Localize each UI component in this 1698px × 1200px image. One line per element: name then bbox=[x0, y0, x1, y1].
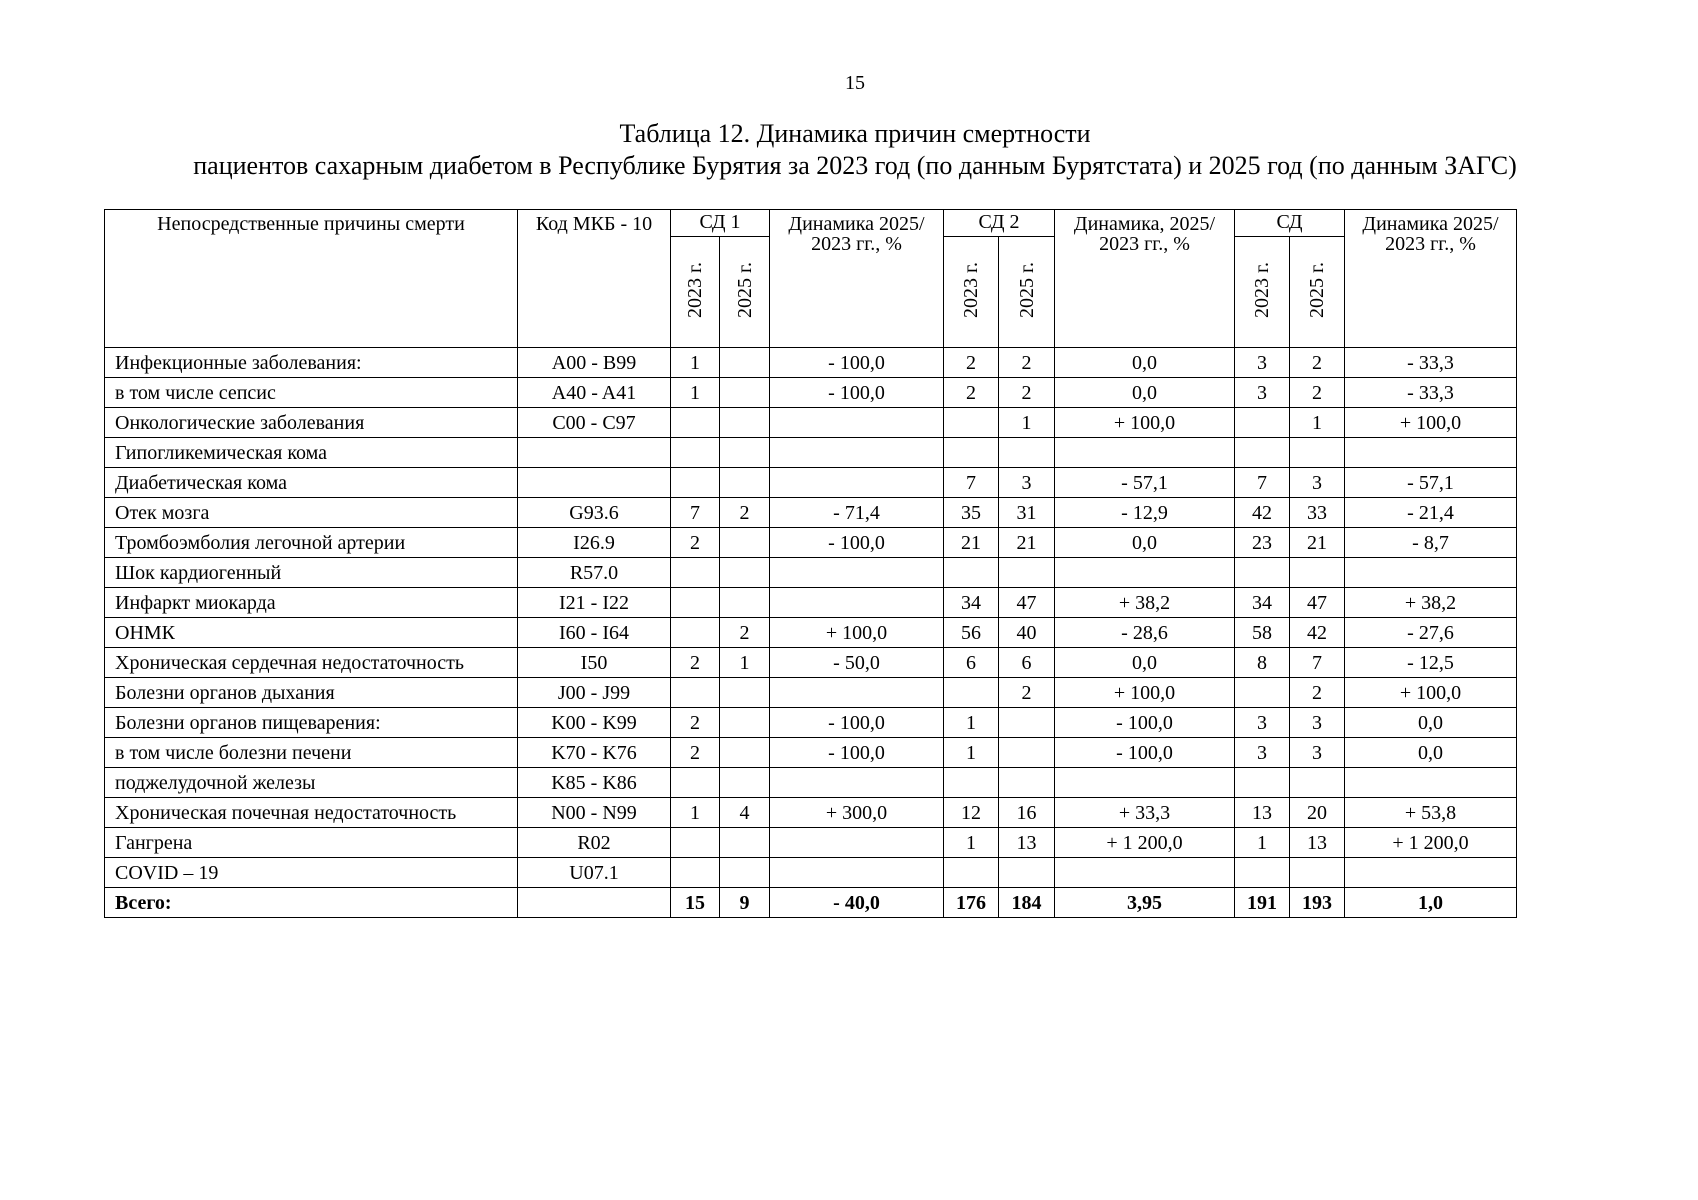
table-row bbox=[105, 738, 1517, 768]
table-row bbox=[105, 678, 1517, 708]
header-cause: Непосредственные причины смерти bbox=[105, 210, 518, 348]
cell-sd1-2025 bbox=[720, 588, 770, 618]
cell-dyn1: - 100,0 bbox=[770, 528, 944, 558]
table-row bbox=[105, 768, 1517, 798]
cell-cause: в том числе сепсис bbox=[105, 378, 518, 408]
cell-sd2-2023: 1 bbox=[944, 738, 999, 768]
cell-sd1-2025: 2 bbox=[720, 498, 770, 528]
cell-sd2-2023: 12 bbox=[944, 798, 999, 828]
cell-sd1-2025 bbox=[720, 348, 770, 378]
cell-sd-2025 bbox=[1290, 558, 1345, 588]
cell-sd1-2023 bbox=[671, 438, 720, 468]
cell-sd-2025 bbox=[1290, 858, 1345, 888]
cell-dyn3: - 12,5 bbox=[1345, 648, 1517, 678]
cell-sd-2023: 3 bbox=[1235, 348, 1290, 378]
cell-sd-2025: 3 bbox=[1290, 468, 1345, 498]
mortality-causes-table bbox=[104, 209, 1517, 918]
cell-dyn2: - 28,6 bbox=[1055, 618, 1235, 648]
header-year-label: 2025 г. bbox=[1306, 262, 1328, 318]
cell-cause: Инфекционные заболевания: bbox=[105, 348, 518, 378]
cell-dyn2: + 33,3 bbox=[1055, 798, 1235, 828]
cell-sd-2023: 8 bbox=[1235, 648, 1290, 678]
cell-sd2-2023: 35 bbox=[944, 498, 999, 528]
cell-sd2-2025: 16 bbox=[999, 798, 1055, 828]
cell-code: K70 - K76 bbox=[518, 738, 671, 768]
cell-dyn3: + 38,2 bbox=[1345, 588, 1517, 618]
cell-dyn1 bbox=[770, 438, 944, 468]
cell-sd-2025: 20 bbox=[1290, 798, 1345, 828]
cell-sd-2023 bbox=[1235, 678, 1290, 708]
cell-dyn2: + 1 200,0 bbox=[1055, 828, 1235, 858]
cell-sd1-2023: 2 bbox=[671, 648, 720, 678]
cell-sd-2023 bbox=[1235, 408, 1290, 438]
cell-dyn3: + 53,8 bbox=[1345, 798, 1517, 828]
cell-sd2-2023: 56 bbox=[944, 618, 999, 648]
cell-dyn2: + 100,0 bbox=[1055, 678, 1235, 708]
cell-sd2-2023 bbox=[944, 678, 999, 708]
page-number: 15 bbox=[845, 72, 865, 94]
cell-sd1-2025 bbox=[720, 438, 770, 468]
cell-sd-2025: 47 bbox=[1290, 588, 1345, 618]
cell-sd-2025: 3 bbox=[1290, 708, 1345, 738]
cell-code: U07.1 bbox=[518, 858, 671, 888]
cell-sd2-2025 bbox=[999, 768, 1055, 798]
cell-dyn2: 3,95 bbox=[1055, 888, 1235, 918]
cell-cause: Отек мозга bbox=[105, 498, 518, 528]
table-row bbox=[105, 858, 1517, 888]
cell-sd1-2023: 7 bbox=[671, 498, 720, 528]
cell-sd2-2025: 13 bbox=[999, 828, 1055, 858]
cell-dyn3: - 33,3 bbox=[1345, 348, 1517, 378]
table-row bbox=[105, 558, 1517, 588]
cell-code: I26.9 bbox=[518, 528, 671, 558]
cell-sd-2023: 58 bbox=[1235, 618, 1290, 648]
cell-cause: Диабетическая кома bbox=[105, 468, 518, 498]
cell-sd2-2025 bbox=[999, 558, 1055, 588]
table-row bbox=[105, 528, 1517, 558]
header-dynamics-sd1: Динамика 2025/ 2023 гг., % bbox=[770, 210, 944, 348]
cell-code bbox=[518, 438, 671, 468]
cell-sd2-2023 bbox=[944, 408, 999, 438]
cell-code bbox=[518, 468, 671, 498]
cell-sd-2023: 1 bbox=[1235, 828, 1290, 858]
cell-dyn3 bbox=[1345, 438, 1517, 468]
cell-sd1-2025 bbox=[720, 468, 770, 498]
cell-dyn1 bbox=[770, 768, 944, 798]
cell-sd2-2025: 1 bbox=[999, 408, 1055, 438]
cell-cause: COVID – 19 bbox=[105, 858, 518, 888]
cell-dyn1 bbox=[770, 678, 944, 708]
cell-sd2-2023: 6 bbox=[944, 648, 999, 678]
cell-sd-2023: 3 bbox=[1235, 378, 1290, 408]
cell-cause: Гипогликемическая кома bbox=[105, 438, 518, 468]
cell-sd2-2025: 40 bbox=[999, 618, 1055, 648]
cell-dyn3: - 27,6 bbox=[1345, 618, 1517, 648]
cell-sd1-2025: 2 bbox=[720, 618, 770, 648]
cell-sd-2025: 7 bbox=[1290, 648, 1345, 678]
cell-sd2-2025: 2 bbox=[999, 678, 1055, 708]
cell-sd-2025: 2 bbox=[1290, 678, 1345, 708]
cell-dyn2: 0,0 bbox=[1055, 528, 1235, 558]
cell-sd-2025 bbox=[1290, 768, 1345, 798]
cell-sd-2025: 193 bbox=[1290, 888, 1345, 918]
cell-sd-2023: 191 bbox=[1235, 888, 1290, 918]
cell-sd2-2025: 2 bbox=[999, 348, 1055, 378]
cell-code: A40 - A41 bbox=[518, 378, 671, 408]
cell-sd2-2023: 1 bbox=[944, 828, 999, 858]
cell-sd1-2025: 1 bbox=[720, 648, 770, 678]
cell-dyn2 bbox=[1055, 768, 1235, 798]
cell-sd2-2023: 176 bbox=[944, 888, 999, 918]
cell-cause: в том числе болезни печени bbox=[105, 738, 518, 768]
cell-dyn3: - 8,7 bbox=[1345, 528, 1517, 558]
cell-sd-2023 bbox=[1235, 768, 1290, 798]
cell-dyn1: - 71,4 bbox=[770, 498, 944, 528]
cell-cause: Хроническая почечная недостаточность bbox=[105, 798, 518, 828]
header-dynamics-sd2: Динамика, 2025/ 2023 гг., % bbox=[1055, 210, 1235, 348]
cell-sd-2025: 1 bbox=[1290, 408, 1345, 438]
cell-sd1-2023 bbox=[671, 468, 720, 498]
cell-cause: Шок кардиогенный bbox=[105, 558, 518, 588]
cell-sd1-2025 bbox=[720, 858, 770, 888]
header-sd1-2025 bbox=[720, 237, 770, 348]
cell-sd2-2025: 184 bbox=[999, 888, 1055, 918]
cell-dyn2: - 12,9 bbox=[1055, 498, 1235, 528]
cell-dyn2 bbox=[1055, 438, 1235, 468]
table-body bbox=[105, 348, 1517, 918]
cell-sd1-2023 bbox=[671, 618, 720, 648]
cell-sd-2023 bbox=[1235, 858, 1290, 888]
cell-sd-2023: 3 bbox=[1235, 708, 1290, 738]
cell-dyn1 bbox=[770, 828, 944, 858]
cell-dyn2: - 100,0 bbox=[1055, 708, 1235, 738]
cell-sd-2023: 13 bbox=[1235, 798, 1290, 828]
header-year-label: 2025 г. bbox=[733, 262, 756, 318]
cell-sd1-2023 bbox=[671, 828, 720, 858]
cell-code: R57.0 bbox=[518, 558, 671, 588]
cell-dyn3 bbox=[1345, 768, 1517, 798]
cell-cause: Всего: bbox=[105, 888, 518, 918]
cell-dyn3: + 100,0 bbox=[1345, 678, 1517, 708]
cell-sd-2023: 7 bbox=[1235, 468, 1290, 498]
cell-dyn1: - 50,0 bbox=[770, 648, 944, 678]
cell-sd-2023 bbox=[1235, 438, 1290, 468]
cell-sd1-2025 bbox=[720, 738, 770, 768]
table-row bbox=[105, 828, 1517, 858]
cell-sd2-2025: 3 bbox=[999, 468, 1055, 498]
cell-dyn3: 0,0 bbox=[1345, 708, 1517, 738]
cell-cause: Инфаркт миокарда bbox=[105, 588, 518, 618]
table-row bbox=[105, 468, 1517, 498]
cell-code: I50 bbox=[518, 648, 671, 678]
cell-sd1-2025 bbox=[720, 828, 770, 858]
cell-sd1-2023 bbox=[671, 768, 720, 798]
table-row bbox=[105, 588, 1517, 618]
table-row bbox=[105, 798, 1517, 828]
cell-sd2-2023 bbox=[944, 858, 999, 888]
cell-code: K00 - K99 bbox=[518, 708, 671, 738]
table-row bbox=[105, 708, 1517, 738]
cell-sd1-2023: 1 bbox=[671, 798, 720, 828]
header-sd2: СД 2 bbox=[944, 210, 1055, 237]
cell-dyn1: + 100,0 bbox=[770, 618, 944, 648]
cell-sd-2025: 3 bbox=[1290, 738, 1345, 768]
cell-dyn2: 0,0 bbox=[1055, 648, 1235, 678]
cell-code: C00 - C97 bbox=[518, 408, 671, 438]
header-year-label: 2023 г. bbox=[1251, 262, 1273, 318]
cell-dyn1 bbox=[770, 588, 944, 618]
cell-sd1-2023 bbox=[671, 678, 720, 708]
header-year-label: 2023 г. bbox=[960, 262, 982, 318]
cell-sd1-2023 bbox=[671, 858, 720, 888]
header-year-label: 2025 г. bbox=[1015, 262, 1038, 318]
cell-sd2-2023 bbox=[944, 438, 999, 468]
cell-dyn3: + 100,0 bbox=[1345, 408, 1517, 438]
cell-cause: Онкологические заболевания bbox=[105, 408, 518, 438]
cell-sd2-2025: 6 bbox=[999, 648, 1055, 678]
cell-sd-2025: 2 bbox=[1290, 378, 1345, 408]
cell-sd1-2025 bbox=[720, 678, 770, 708]
cell-sd2-2023: 2 bbox=[944, 348, 999, 378]
cell-sd1-2023 bbox=[671, 558, 720, 588]
table-title bbox=[0, 118, 1698, 182]
header-year-label: 2023 г. bbox=[684, 262, 706, 318]
cell-sd2-2025: 21 bbox=[999, 528, 1055, 558]
cell-sd-2025: 2 bbox=[1290, 348, 1345, 378]
table-row bbox=[105, 618, 1517, 648]
cell-sd2-2023 bbox=[944, 558, 999, 588]
header-sd-2025 bbox=[1290, 237, 1345, 348]
header-sd-2023 bbox=[1235, 237, 1290, 348]
cell-dyn1: - 100,0 bbox=[770, 378, 944, 408]
cell-dyn2: + 100,0 bbox=[1055, 408, 1235, 438]
cell-dyn1 bbox=[770, 558, 944, 588]
cell-dyn2: - 100,0 bbox=[1055, 738, 1235, 768]
cell-sd1-2023 bbox=[671, 588, 720, 618]
cell-dyn1: + 300,0 bbox=[770, 798, 944, 828]
cell-sd-2025: 42 bbox=[1290, 618, 1345, 648]
cell-code: N00 - N99 bbox=[518, 798, 671, 828]
cell-dyn2: 0,0 bbox=[1055, 378, 1235, 408]
cell-dyn3: - 57,1 bbox=[1345, 468, 1517, 498]
cell-dyn3 bbox=[1345, 558, 1517, 588]
cell-sd1-2025: 4 bbox=[720, 798, 770, 828]
cell-sd1-2025 bbox=[720, 768, 770, 798]
cell-dyn1: - 100,0 bbox=[770, 348, 944, 378]
cell-sd1-2025 bbox=[720, 708, 770, 738]
cell-dyn1 bbox=[770, 408, 944, 438]
cell-cause: Болезни органов пищеварения: bbox=[105, 708, 518, 738]
cell-dyn2: - 57,1 bbox=[1055, 468, 1235, 498]
cell-code: K85 - K86 bbox=[518, 768, 671, 798]
cell-sd2-2023: 21 bbox=[944, 528, 999, 558]
cell-sd2-2025: 2 bbox=[999, 378, 1055, 408]
cell-cause: Хроническая сердечная недостаточность bbox=[105, 648, 518, 678]
cell-dyn2: 0,0 bbox=[1055, 348, 1235, 378]
cell-dyn1: - 100,0 bbox=[770, 738, 944, 768]
table-title-line-1: Таблица 12. Динамика причин смертности bbox=[619, 119, 1091, 148]
cell-dyn1 bbox=[770, 858, 944, 888]
cell-sd-2023 bbox=[1235, 558, 1290, 588]
cell-cause: поджелудочной железы bbox=[105, 768, 518, 798]
cell-sd-2023: 23 bbox=[1235, 528, 1290, 558]
table-row bbox=[105, 378, 1517, 408]
cell-sd1-2023 bbox=[671, 408, 720, 438]
cell-dyn3 bbox=[1345, 858, 1517, 888]
table-row bbox=[105, 648, 1517, 678]
cell-sd-2023: 34 bbox=[1235, 588, 1290, 618]
cell-sd1-2023: 2 bbox=[671, 528, 720, 558]
cell-sd1-2023: 2 bbox=[671, 708, 720, 738]
cell-dyn3: 0,0 bbox=[1345, 738, 1517, 768]
cell-dyn3: 1,0 bbox=[1345, 888, 1517, 918]
cell-sd2-2023: 2 bbox=[944, 378, 999, 408]
cell-sd1-2025 bbox=[720, 378, 770, 408]
cell-sd-2025: 33 bbox=[1290, 498, 1345, 528]
cell-dyn2: + 38,2 bbox=[1055, 588, 1235, 618]
cell-code bbox=[518, 888, 671, 918]
cell-sd1-2025: 9 bbox=[720, 888, 770, 918]
cell-dyn3: - 33,3 bbox=[1345, 378, 1517, 408]
header-dynamics-sd-total: Динамика 2025/ 2023 гг., % bbox=[1345, 210, 1517, 348]
cell-sd1-2025 bbox=[720, 528, 770, 558]
cell-code: R02 bbox=[518, 828, 671, 858]
cell-dyn1: - 40,0 bbox=[770, 888, 944, 918]
cell-dyn3: + 1 200,0 bbox=[1345, 828, 1517, 858]
cell-sd1-2023: 1 bbox=[671, 348, 720, 378]
cell-sd2-2023: 34 bbox=[944, 588, 999, 618]
cell-cause: Болезни органов дыхания bbox=[105, 678, 518, 708]
cell-sd1-2025 bbox=[720, 558, 770, 588]
cell-sd2-2025 bbox=[999, 858, 1055, 888]
cell-code: J00 - J99 bbox=[518, 678, 671, 708]
cell-cause: Гангрена bbox=[105, 828, 518, 858]
cell-sd2-2025: 31 bbox=[999, 498, 1055, 528]
cell-code: I60 - I64 bbox=[518, 618, 671, 648]
cell-sd1-2023: 15 bbox=[671, 888, 720, 918]
header-sd2-2025 bbox=[999, 237, 1055, 348]
table-row bbox=[105, 498, 1517, 528]
cell-sd2-2023: 1 bbox=[944, 708, 999, 738]
cell-sd2-2023 bbox=[944, 768, 999, 798]
cell-code: A00 - B99 bbox=[518, 348, 671, 378]
cell-code: G93.6 bbox=[518, 498, 671, 528]
cell-dyn1 bbox=[770, 468, 944, 498]
cell-dyn2 bbox=[1055, 858, 1235, 888]
cell-sd-2023: 42 bbox=[1235, 498, 1290, 528]
cell-sd1-2023: 1 bbox=[671, 378, 720, 408]
cell-sd2-2025 bbox=[999, 708, 1055, 738]
header-sd1: СД 1 bbox=[671, 210, 770, 237]
cell-sd-2025: 21 bbox=[1290, 528, 1345, 558]
header-icd-code: Код МКБ - 10 bbox=[518, 210, 671, 348]
header-sd1-2023 bbox=[671, 237, 720, 348]
cell-cause: ОНМК bbox=[105, 618, 518, 648]
cell-dyn1: - 100,0 bbox=[770, 708, 944, 738]
cell-sd-2025: 13 bbox=[1290, 828, 1345, 858]
cell-sd2-2023: 7 bbox=[944, 468, 999, 498]
cell-sd1-2025 bbox=[720, 408, 770, 438]
cell-code: I21 - I22 bbox=[518, 588, 671, 618]
cell-sd-2023: 3 bbox=[1235, 738, 1290, 768]
cell-sd-2025 bbox=[1290, 438, 1345, 468]
cell-dyn3: - 21,4 bbox=[1345, 498, 1517, 528]
cell-sd2-2025: 47 bbox=[999, 588, 1055, 618]
table-header bbox=[105, 210, 1517, 348]
cell-dyn2 bbox=[1055, 558, 1235, 588]
cell-sd1-2023: 2 bbox=[671, 738, 720, 768]
cell-sd2-2025 bbox=[999, 438, 1055, 468]
header-sd2-2023 bbox=[944, 237, 999, 348]
header-sd-total: СД bbox=[1235, 210, 1345, 237]
table-row bbox=[105, 348, 1517, 378]
cell-sd2-2025 bbox=[999, 738, 1055, 768]
total-row bbox=[105, 888, 1517, 918]
table-title-line-2: пациентов сахарным диабетом в Республике Бурятия за 2023 год (по данным Бурятстата) и 2025 год (по данным ЗАГС) bbox=[193, 151, 1517, 180]
cell-cause: Тромбоэмболия легочной артерии bbox=[105, 528, 518, 558]
table-row bbox=[105, 408, 1517, 438]
table-row bbox=[105, 438, 1517, 468]
